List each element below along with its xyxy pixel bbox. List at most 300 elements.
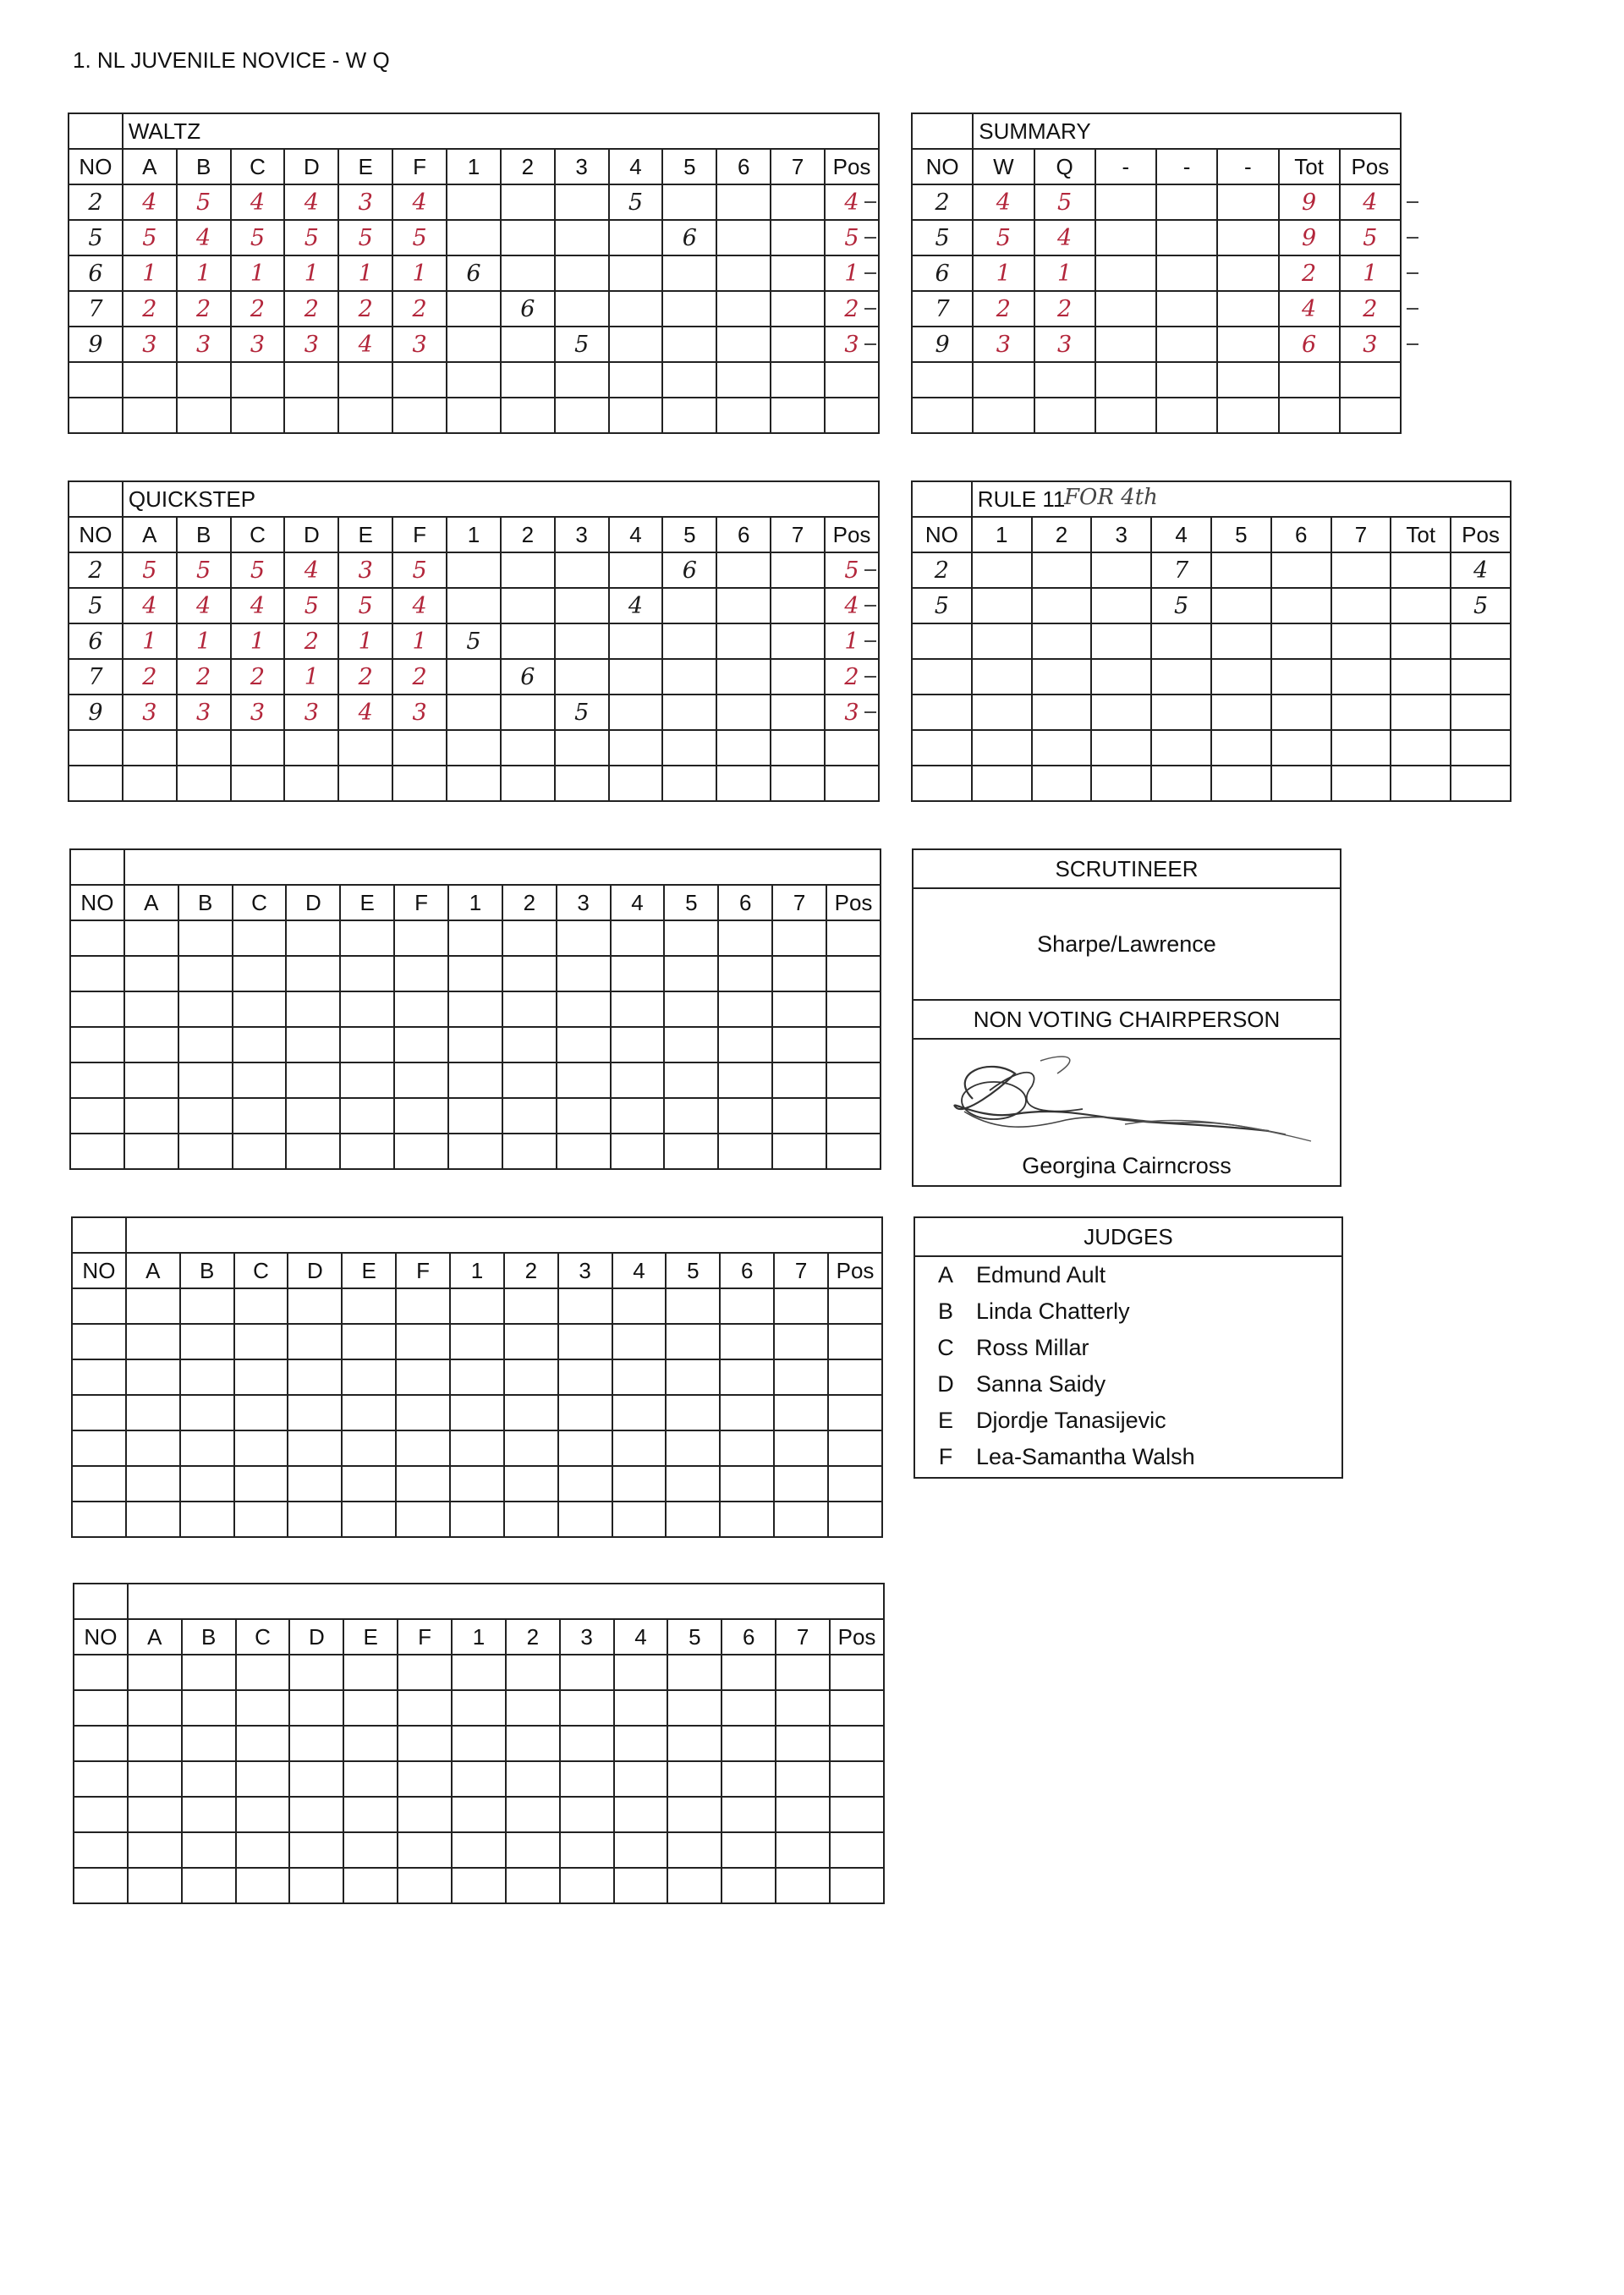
mark-cell: 4	[825, 184, 879, 220]
couple-number-cell: 7	[912, 291, 973, 327]
mark-cell	[234, 1395, 288, 1430]
table-row	[74, 1690, 884, 1726]
mark-cell	[234, 1288, 288, 1324]
mark-cell	[286, 1062, 340, 1098]
mark-cell	[342, 1288, 396, 1324]
mark-cell	[504, 1430, 558, 1466]
mark-cell	[1331, 766, 1391, 801]
mark-cell	[609, 552, 663, 588]
mark-cell	[233, 920, 287, 956]
judge-name: Edmund Ault	[976, 1262, 1106, 1288]
mark-cell	[662, 695, 716, 730]
mark-cell: 2	[123, 291, 177, 327]
mark-cell: 2	[825, 659, 879, 695]
mark-cell	[771, 659, 825, 695]
mark-cell: 4	[338, 695, 392, 730]
mark-cell	[289, 1726, 343, 1761]
mark-cell	[450, 1288, 504, 1324]
mark-cell	[338, 766, 392, 801]
mark-cell	[1391, 552, 1451, 588]
mark-cell	[560, 1761, 614, 1797]
table-row	[70, 956, 881, 991]
mark-cell	[772, 1134, 826, 1169]
mark-cell	[1331, 659, 1391, 695]
mark-cell	[182, 1690, 236, 1726]
mark-cell	[126, 1466, 180, 1502]
mark-cell	[828, 1502, 882, 1537]
judge-entry	[915, 1366, 1341, 1403]
mark-cell: 1	[231, 255, 285, 291]
column-header: Pos	[1340, 149, 1401, 184]
mark-cell	[614, 1832, 668, 1868]
mark-cell: 5	[392, 552, 447, 588]
mark-cell	[826, 1062, 881, 1098]
mark-cell: 1	[284, 255, 338, 291]
mark-cell	[666, 1288, 720, 1324]
mark-cell	[772, 920, 826, 956]
mark-cell	[1217, 362, 1278, 398]
mark-cell	[236, 1690, 290, 1726]
mark-cell	[664, 1062, 718, 1098]
mark-cell	[716, 255, 771, 291]
column-header: 3	[560, 1619, 614, 1655]
column-header: Pos	[1451, 517, 1511, 552]
mark-cell	[343, 1690, 398, 1726]
table-row	[912, 766, 1511, 801]
mark-cell: 4	[1279, 291, 1340, 327]
couple-number-cell	[70, 991, 124, 1027]
mark-cell: 3	[392, 695, 447, 730]
mark-cell	[557, 1098, 611, 1134]
couple-number-cell	[72, 1288, 126, 1324]
mark-cell	[501, 362, 555, 398]
mark-cell	[1091, 659, 1151, 695]
couple-number-cell	[70, 1098, 124, 1134]
blank-marks-table	[69, 848, 881, 1170]
mark-cell	[124, 956, 178, 991]
mark-cell	[1331, 552, 1391, 588]
mark-cell	[178, 1098, 233, 1134]
mark-cell	[180, 1288, 234, 1324]
column-header: E	[338, 517, 392, 552]
mark-cell: 5	[609, 184, 663, 220]
mark-cell	[343, 1868, 398, 1903]
mark-cell	[716, 766, 771, 801]
mark-cell	[178, 920, 233, 956]
mark-cell	[718, 1062, 772, 1098]
mark-cell	[1391, 623, 1451, 659]
table-row	[912, 327, 1401, 362]
table-row	[69, 552, 879, 588]
column-header: D	[284, 149, 338, 184]
chairperson-heading: NON VOTING CHAIRPERSON	[914, 1001, 1340, 1040]
mark-cell: 9	[1279, 184, 1340, 220]
mark-cell	[182, 1832, 236, 1868]
judge-name: Linda Chatterly	[976, 1298, 1130, 1324]
mark-cell	[667, 1797, 721, 1832]
mark-cell: 1	[123, 255, 177, 291]
tick-mark	[1407, 343, 1418, 345]
mark-cell	[609, 659, 663, 695]
mark-cell	[1156, 220, 1217, 255]
column-header: 6	[720, 1253, 774, 1288]
mark-cell	[721, 1868, 776, 1903]
mark-cell: 5	[123, 220, 177, 255]
mark-cell: 2	[231, 291, 285, 327]
column-header: A	[123, 149, 177, 184]
mark-cell	[126, 1430, 180, 1466]
mark-cell	[716, 291, 771, 327]
mark-cell	[506, 1655, 560, 1690]
mark-cell	[826, 1134, 881, 1169]
mark-cell	[231, 362, 285, 398]
page-title: 1. NL JUVENILE NOVICE - W Q	[73, 47, 390, 73]
mark-cell	[662, 623, 716, 659]
column-header: 2	[501, 149, 555, 184]
mark-cell	[555, 659, 609, 695]
column-header: Tot	[1391, 517, 1451, 552]
mark-cell	[450, 1466, 504, 1502]
mark-cell	[288, 1324, 342, 1359]
column-header: 2	[506, 1619, 560, 1655]
table-row	[69, 220, 879, 255]
column-header: A	[128, 1619, 182, 1655]
mark-cell	[972, 623, 1032, 659]
mark-cell: 4	[177, 220, 231, 255]
mark-cell	[826, 1027, 881, 1062]
mark-cell	[178, 991, 233, 1027]
mark-cell	[664, 956, 718, 991]
couple-number-cell: 6	[912, 255, 973, 291]
column-header: 3	[557, 885, 611, 920]
mark-cell	[716, 327, 771, 362]
column-header: Pos	[830, 1619, 884, 1655]
mark-cell	[560, 1868, 614, 1903]
mark-cell	[771, 766, 825, 801]
mark-cell: 1	[1034, 255, 1095, 291]
mark-cell	[771, 623, 825, 659]
judge-name: Ross Millar	[976, 1335, 1089, 1360]
mark-cell	[286, 991, 340, 1027]
mark-cell	[776, 1726, 830, 1761]
mark-cell	[340, 956, 394, 991]
mark-cell	[666, 1466, 720, 1502]
mark-cell	[1156, 255, 1217, 291]
mark-cell	[1451, 695, 1511, 730]
mark-cell	[614, 1868, 668, 1903]
mark-cell	[666, 1359, 720, 1395]
mark-cell	[128, 1868, 182, 1903]
mark-cell: 4	[177, 588, 231, 623]
mark-cell	[560, 1832, 614, 1868]
mark-cell	[721, 1655, 776, 1690]
mark-cell	[662, 766, 716, 801]
mark-cell: 2	[231, 659, 285, 695]
mark-cell	[338, 730, 392, 766]
mark-cell	[609, 362, 663, 398]
mark-cell	[501, 552, 555, 588]
mark-cell	[1032, 659, 1092, 695]
mark-cell	[667, 1832, 721, 1868]
mark-cell	[555, 552, 609, 588]
mark-cell	[828, 1359, 882, 1395]
mark-cell	[1211, 659, 1271, 695]
column-header: Pos	[825, 517, 879, 552]
mark-cell	[182, 1797, 236, 1832]
column-header: 6	[716, 517, 771, 552]
mark-cell	[236, 1868, 290, 1903]
mark-cell	[396, 1466, 450, 1502]
mark-cell	[716, 730, 771, 766]
column-header: NO	[912, 149, 973, 184]
mark-cell	[123, 398, 177, 433]
mark-cell	[716, 695, 771, 730]
mark-cell: 5	[825, 220, 879, 255]
mark-cell	[716, 184, 771, 220]
mark-cell	[611, 956, 665, 991]
mark-cell	[560, 1655, 614, 1690]
mark-cell	[1331, 695, 1391, 730]
couple-number-cell	[912, 730, 972, 766]
mark-cell	[555, 766, 609, 801]
mark-cell	[1217, 398, 1278, 433]
quickstep-marks-table	[68, 480, 880, 802]
mark-cell	[557, 1027, 611, 1062]
mark-cell	[128, 1655, 182, 1690]
mark-cell	[771, 398, 825, 433]
mark-cell: 4	[825, 588, 879, 623]
mark-cell	[662, 291, 716, 327]
mark-cell	[558, 1430, 612, 1466]
mark-cell	[123, 362, 177, 398]
table-row	[69, 659, 879, 695]
mark-cell	[394, 1027, 448, 1062]
mark-cell	[1034, 398, 1095, 433]
mark-cell	[177, 398, 231, 433]
mark-cell	[1217, 327, 1278, 362]
mark-cell	[447, 362, 501, 398]
mark-cell	[614, 1797, 668, 1832]
mark-cell	[1151, 766, 1211, 801]
column-header: E	[340, 885, 394, 920]
mark-cell: 1	[825, 255, 879, 291]
mark-cell	[771, 255, 825, 291]
column-header: 3	[555, 517, 609, 552]
mark-cell: 2	[1340, 291, 1401, 327]
mark-cell	[1211, 766, 1271, 801]
table-row	[912, 398, 1401, 433]
mark-cell	[972, 730, 1032, 766]
mark-cell	[612, 1395, 667, 1430]
tick-mark	[864, 711, 876, 713]
mark-cell	[447, 766, 501, 801]
mark-cell	[396, 1430, 450, 1466]
couple-number-cell: 2	[69, 552, 123, 588]
mark-cell	[612, 1430, 667, 1466]
mark-cell	[1091, 623, 1151, 659]
mark-cell	[398, 1655, 452, 1690]
mark-cell: 2	[338, 291, 392, 327]
couple-number-cell	[72, 1324, 126, 1359]
corner-cell	[72, 1217, 126, 1253]
couple-number-cell	[72, 1466, 126, 1502]
column-header: NO	[69, 517, 123, 552]
column-header: B	[180, 1253, 234, 1288]
mark-cell	[720, 1430, 774, 1466]
mark-cell	[609, 730, 663, 766]
table-row	[912, 659, 1511, 695]
mark-cell	[448, 1098, 502, 1134]
mark-cell	[233, 1062, 287, 1098]
mark-cell	[614, 1655, 668, 1690]
corner-cell	[70, 849, 124, 885]
mark-cell	[609, 255, 663, 291]
mark-cell	[776, 1832, 830, 1868]
mark-cell	[1271, 695, 1331, 730]
mark-cell	[398, 1797, 452, 1832]
mark-cell	[284, 730, 338, 766]
mark-cell	[236, 1655, 290, 1690]
mark-cell	[392, 766, 447, 801]
mark-cell	[828, 1430, 882, 1466]
mark-cell	[771, 184, 825, 220]
mark-cell: 1	[123, 623, 177, 659]
column-header: -	[1156, 149, 1217, 184]
tick-mark	[864, 640, 876, 642]
mark-cell	[180, 1466, 234, 1502]
mark-cell	[177, 730, 231, 766]
mark-cell	[555, 623, 609, 659]
mark-cell	[825, 766, 879, 801]
mark-cell: 3	[284, 327, 338, 362]
mark-cell	[972, 588, 1032, 623]
couple-number-cell	[72, 1359, 126, 1395]
mark-cell	[343, 1761, 398, 1797]
mark-cell: 1	[825, 623, 879, 659]
mark-cell	[718, 1027, 772, 1062]
mark-cell	[1095, 327, 1156, 362]
column-header: NO	[69, 149, 123, 184]
tick-mark	[864, 308, 876, 310]
column-header: Pos	[826, 885, 881, 920]
couple-number-cell	[70, 920, 124, 956]
table-row	[912, 255, 1401, 291]
column-header: A	[123, 517, 177, 552]
column-header: -	[1217, 149, 1278, 184]
mark-cell	[286, 1027, 340, 1062]
mark-cell	[558, 1466, 612, 1502]
mark-cell	[720, 1359, 774, 1395]
couple-number-cell: 9	[69, 695, 123, 730]
couple-number-cell	[70, 1027, 124, 1062]
mark-cell	[718, 956, 772, 991]
mark-cell	[721, 1797, 776, 1832]
mark-cell	[448, 1134, 502, 1169]
mark-cell: 5	[338, 588, 392, 623]
column-header: NO	[912, 517, 972, 552]
mark-cell	[502, 1027, 557, 1062]
mark-cell: 4	[392, 588, 447, 623]
mark-cell	[973, 398, 1034, 433]
table-row	[74, 1797, 884, 1832]
mark-cell	[124, 920, 178, 956]
mark-cell	[398, 1726, 452, 1761]
couple-number-cell	[70, 1062, 124, 1098]
mark-cell: 4	[609, 588, 663, 623]
mark-cell	[343, 1797, 398, 1832]
mark-cell	[501, 220, 555, 255]
mark-cell	[124, 1062, 178, 1098]
mark-cell	[233, 1027, 287, 1062]
mark-cell: 2	[338, 659, 392, 695]
column-header: 7	[772, 885, 826, 920]
mark-cell	[450, 1502, 504, 1537]
mark-cell	[392, 398, 447, 433]
tick-mark	[864, 343, 876, 345]
mark-cell	[1151, 695, 1211, 730]
judge-entry	[915, 1403, 1341, 1439]
table-row	[69, 255, 879, 291]
mark-cell	[609, 398, 663, 433]
table-row	[912, 184, 1401, 220]
mark-cell	[1156, 398, 1217, 433]
mark-cell: 4	[338, 327, 392, 362]
mark-cell	[826, 991, 881, 1027]
mark-cell	[720, 1324, 774, 1359]
mark-cell	[284, 766, 338, 801]
mark-cell: 1	[973, 255, 1034, 291]
summary-table	[911, 113, 1402, 434]
mark-cell	[1340, 362, 1401, 398]
table-row	[69, 362, 879, 398]
table-row	[912, 362, 1401, 398]
mark-cell	[612, 1466, 667, 1502]
mark-cell	[664, 1098, 718, 1134]
mark-cell: 6	[447, 255, 501, 291]
mark-cell	[667, 1726, 721, 1761]
mark-cell	[448, 956, 502, 991]
column-header: 4	[614, 1619, 668, 1655]
mark-cell	[772, 1098, 826, 1134]
dance-name	[126, 1217, 882, 1253]
mark-cell	[720, 1466, 774, 1502]
judge-letter: D	[937, 1371, 954, 1397]
mark-cell	[662, 398, 716, 433]
judge-letter: C	[937, 1335, 954, 1360]
mark-cell	[342, 1359, 396, 1395]
mark-cell: 4	[123, 588, 177, 623]
mark-cell	[614, 1726, 668, 1761]
mark-cell	[501, 327, 555, 362]
mark-cell	[234, 1324, 288, 1359]
mark-cell: 5	[1151, 588, 1211, 623]
couple-number-cell	[72, 1502, 126, 1537]
mark-cell	[557, 1062, 611, 1098]
mark-cell	[555, 220, 609, 255]
mark-cell	[1151, 659, 1211, 695]
mark-cell	[398, 1690, 452, 1726]
mark-cell	[555, 588, 609, 623]
mark-cell	[555, 255, 609, 291]
mark-cell	[774, 1502, 828, 1537]
column-header: 2	[504, 1253, 558, 1288]
mark-cell	[828, 1288, 882, 1324]
mark-cell	[338, 398, 392, 433]
table-row	[74, 1832, 884, 1868]
mark-cell	[558, 1502, 612, 1537]
mark-cell: 6	[1279, 327, 1340, 362]
mark-cell	[284, 398, 338, 433]
